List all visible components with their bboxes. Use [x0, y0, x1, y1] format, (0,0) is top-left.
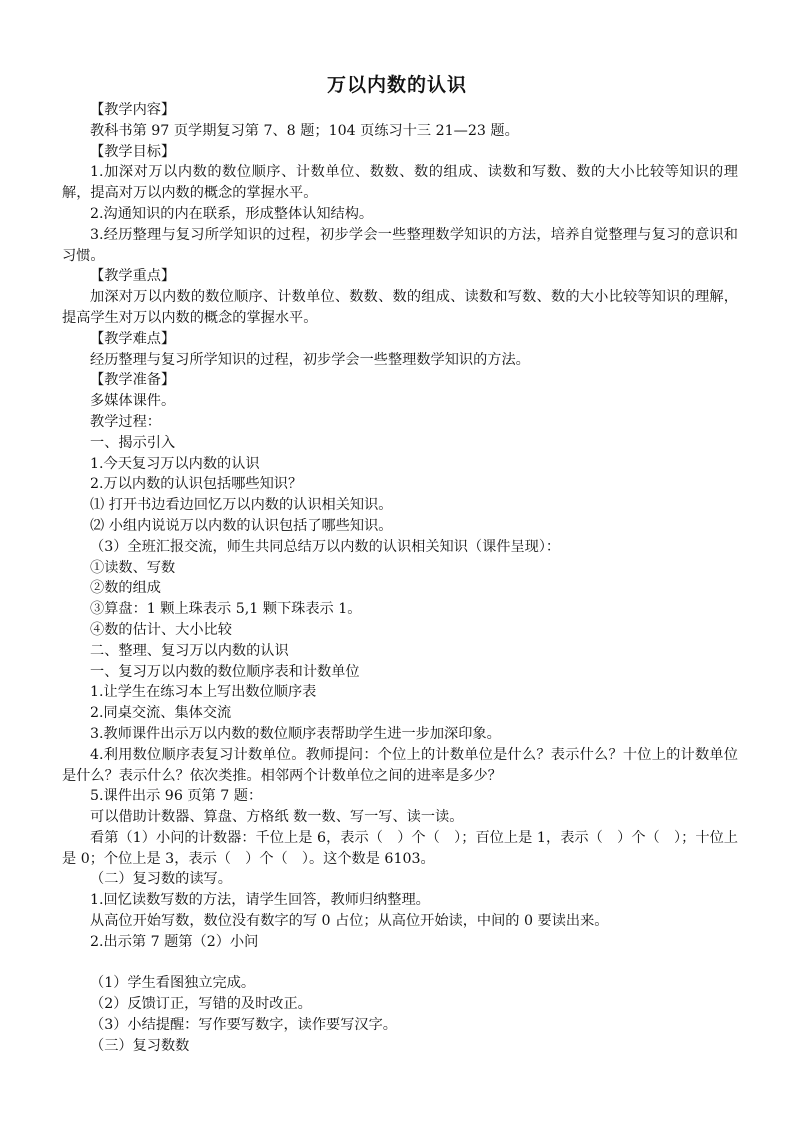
- list-item: （3）小结提醒：写作要写数字，读作要写汉字。: [90, 1017, 397, 1034]
- list-item: ②数的组成: [90, 580, 161, 597]
- list-item: ④数的估计、大小比较: [90, 621, 232, 638]
- list-item: ⑴ 打开书边看边回忆万以内数的认识相关知识。: [90, 497, 393, 514]
- list-item: ⑵ 小组内说说万以内数的认识包括了哪些知识。: [90, 517, 393, 534]
- list-item: 3.教师课件出示万以内数的数位顺序表帮助学生进一步加深印象。: [90, 725, 501, 742]
- paragraph: 3.经历整理与复习所学知识的过程，初步学会一些整理数学知识的方法，培养自觉整理与复习的意识和习惯。: [62, 226, 738, 264]
- list-item: 2.同桌交流、集体交流: [90, 705, 232, 722]
- section-heading: （三）复习数数: [90, 1037, 190, 1054]
- paragraph: 加深对万以内数的数位顺序、计数单位、数数、数的组成、读数和写数、数的大小比较等知识的理解，提高学生对万以内数的概念的掌握水平。: [62, 289, 738, 326]
- paragraph: 看第（1）小问的计数器：千位上是 6，表示（ ）个（ ）；百位上是 1，表示（ ）个（ ）；十位上是 0；个位上是 3，表示（ ）个（ ）。这个数是 6103。: [62, 829, 738, 867]
- paragraph: 4.利用数位顺序表复习计数单位。教师提问：个位上的计数单位是什么？表示什么？十位上的计数单位是什么？表示什么？依次类推。相邻两个计数单位之间的进率是多少？: [62, 746, 738, 784]
- paragraph: 教学过程：: [90, 413, 161, 430]
- paragraph: 从高位开始写数，数位没有数字的写 0 占位；从高位开始读，中间的 0 要读出来。: [90, 913, 609, 930]
- paragraph: 教科书第 97 页学期复习第 7、8 题；104 页练习十三 21—23 题。: [90, 122, 519, 139]
- section-heading: 二、整理、复习万以内数的认识: [90, 642, 289, 659]
- heading-difficulties: 【教学难点】: [90, 330, 176, 347]
- paragraph: 多媒体课件。: [90, 393, 176, 410]
- document-body: [62, 100, 738, 1057]
- section-heading: （二）复习数的读写。: [90, 871, 232, 888]
- list-item: （2）反馈订正，写错的及时改正。: [90, 996, 312, 1013]
- list-item: （3）全班汇报交流，师生共同总结万以内数的认识相关知识（课件呈现）：: [90, 538, 561, 555]
- list-item: 2.出示第 7 题第（2）小问: [90, 933, 259, 950]
- list-item: 5.课件出示 96 页第 7 题：: [90, 788, 263, 805]
- section-heading: 一、揭示引入: [90, 434, 176, 451]
- paragraph: 2.沟通知识的内在联系，形成整体认知结构。: [90, 205, 374, 222]
- section-heading: 一、复习万以内数的数位顺序表和计数单位: [90, 663, 360, 680]
- list-item: （1）学生看图独立完成。: [90, 975, 256, 992]
- list-item: ③算盘：1 颗上珠表示 5,1 颗下珠表示 1。: [90, 601, 362, 618]
- heading-teaching-goals: 【教学目标】: [90, 143, 176, 160]
- paragraph: 经历整理与复习所学知识的过程，初步学会一些整理数学知识的方法。: [90, 351, 530, 368]
- document-title: 万以内数的认识: [326, 74, 467, 96]
- paragraph: 可以借助计数器、算盘、方格纸 数一数、写一写、读一读。: [90, 809, 464, 826]
- list-item: 1.让学生在练习本上写出数位顺序表: [90, 684, 317, 701]
- list-item: 1.回忆读数写数的方法，请学生回答，教师归纳整理。: [90, 892, 430, 909]
- list-item: ①读数、写数: [90, 559, 176, 576]
- heading-preparation: 【教学准备】: [90, 372, 176, 389]
- blank-line: [62, 953, 738, 974]
- heading-teaching-content: 【教学内容】: [90, 102, 176, 118]
- heading-key-points: 【教学重点】: [90, 268, 176, 285]
- paragraph: 1.加深对万以内数的数位顺序、计数单位、数数、数的组成、读数和写数、数的大小比较等知识的理解，提高对万以内数的概念的掌握水平。: [62, 164, 738, 202]
- list-item: 1.今天复习万以内数的认识: [90, 455, 260, 472]
- list-item: 2.万以内数的认识包括哪些知识？: [90, 476, 303, 493]
